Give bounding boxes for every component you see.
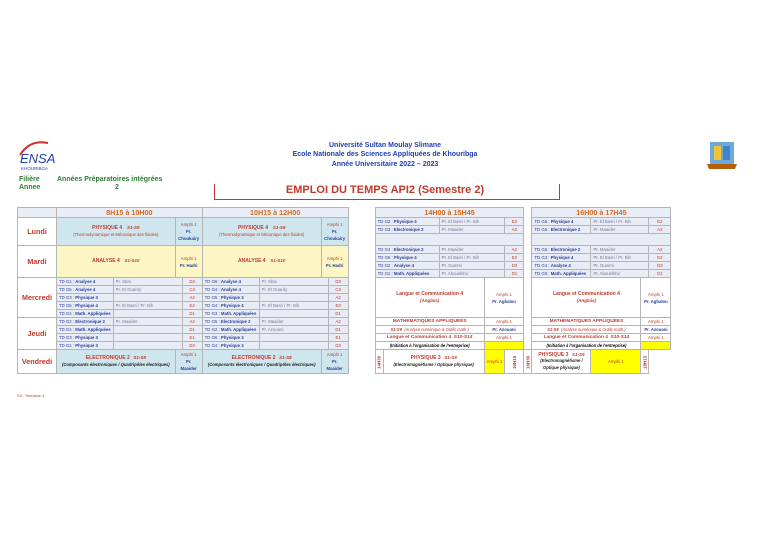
td-group: TD G4 : Analyse 4: [532, 262, 591, 270]
td-group: TD G4 : Analyse 4: [202, 286, 259, 294]
course-cell: PHYSIQUE 4 S1-S9 (Thermodynamique et Mécanique des fluides): [57, 218, 176, 246]
school-name: Ecole Nationale des Sciences Appliquées de Khouribga: [292, 151, 478, 159]
time-label: 14H30: [375, 350, 383, 374]
td-prof: Pr. El Basri / Pr. Bih: [439, 254, 505, 262]
table-row: [18, 218, 671, 226]
course-sub: S1-S9 (Analyse numérique & Outils math.): [375, 326, 484, 334]
td-group: TD G1 : Analyse 4: [57, 278, 114, 286]
day-label-vendredi: Vendredi: [18, 350, 57, 374]
td-room: D3: [328, 342, 348, 350]
td-room: C3: [182, 286, 202, 294]
room-cell: Amphi 1 Pr. Hadri: [321, 246, 348, 278]
td-group: TD G1 : Math. Appliquées: [375, 270, 439, 278]
table-row: [18, 326, 671, 334]
td-prof: [113, 342, 182, 350]
slot-header-2: 10H15 à 12H00: [202, 208, 348, 218]
room-cell: Amphi 1 Pr. Agbalou: [641, 278, 671, 318]
td-room: D1: [182, 326, 202, 334]
td-group: TD G3 : Physique 4: [532, 254, 591, 262]
university-logo: [702, 136, 742, 174]
university-name: Université Sultan Moulay Slimane: [328, 142, 442, 149]
td-room: A2: [182, 294, 202, 302]
course-title: Langue et Communication 4 S10-S14: [375, 334, 484, 342]
afternoon-gap: [524, 208, 532, 218]
time-label: 16H15: [505, 350, 524, 374]
course-title: Langue et Communication 4 S10-S14: [532, 334, 641, 342]
td-group: TD G2 : Physique 4: [375, 218, 439, 226]
td-prof: [259, 310, 328, 318]
institution-header: [240, 141, 530, 169]
table-row: [18, 318, 671, 326]
highlight-cell: [484, 342, 524, 350]
td-group: TD G2 : Electronique 2: [57, 318, 114, 326]
td-group: TD G5 : Math. Appliquées: [532, 270, 591, 278]
td-prof: [259, 334, 328, 342]
course-cell: ELECTRONIQUE 2 S1-S8 (Composants électroniques / Quadripôles électriques): [202, 350, 321, 374]
td-prof: Pr. El Ouardy: [113, 286, 182, 294]
td-group: TD G6 : Electronique 2: [532, 226, 591, 234]
td-group: TD G4 : Math. Appliquées: [57, 310, 114, 318]
course-sub: (Initiation à l'organisation de l'entreprise): [532, 342, 641, 350]
td-room: E2: [649, 218, 671, 226]
td-group: TD G5 : Physique 3: [202, 294, 259, 302]
td-prof: Pr. Maaider: [259, 318, 328, 326]
td-prof: Pr. Maaider: [591, 246, 649, 254]
td-prof: [259, 342, 328, 350]
td-prof: Pr. Maaider: [113, 318, 182, 326]
td-room: D1: [328, 310, 348, 318]
td-room: D3: [182, 278, 202, 286]
td-room: E2: [328, 302, 348, 310]
td-prof: Pr. Azouani: [259, 326, 328, 334]
room-cell: Amphi 1: [484, 334, 524, 342]
td-room: E2: [505, 254, 524, 262]
room-cell: Amphi 1: [591, 350, 641, 374]
room-cell: Amphi 1 Pr. Choukairy: [175, 218, 202, 246]
course-cell: ANALYSE 4 S1-S10: [57, 246, 176, 278]
course-cell: ELECTRONIQUE 2 S1-S8 (Composants électroniques / Quadripôles électriques): [57, 350, 176, 374]
td-room: E2: [505, 218, 524, 226]
td-room: D1: [505, 270, 524, 278]
svg-text:KHOURIBGA: KHOURIBGA: [21, 166, 49, 171]
td-group: TD G4 : Electronique 2: [375, 246, 439, 254]
td-room: D3: [328, 278, 348, 286]
td-room: A2: [649, 246, 671, 254]
td-prof: Pr. Sbai: [113, 278, 182, 286]
td-room: D1: [649, 270, 671, 278]
td-prof: Pr. El Basri / Pr. Bih: [591, 254, 649, 262]
slot-header-row: [18, 208, 671, 218]
day-label-mercredi: Mercredi: [18, 278, 57, 318]
day-label-jeudi: Jeudi: [18, 318, 57, 350]
td-prof: Pr. El Ouardy: [259, 286, 328, 294]
course-cell: ANALYSE 4 S1-S10: [202, 246, 321, 278]
title-bracket-left: [214, 184, 215, 199]
td-prof: Pr. Oummi: [439, 262, 505, 270]
td-room: D1: [328, 326, 348, 334]
room-cell: Amphi 1: [484, 318, 524, 326]
course-cell: Langue et Communication 4 (Anglais): [532, 278, 641, 318]
table-row: [18, 334, 671, 342]
td-room: E1: [328, 334, 348, 342]
table-row: [18, 278, 671, 286]
td-group: TD G2 : Math. Appliquées: [202, 326, 259, 334]
course-title: MATHEMATIQUES APPLIQUEES: [532, 318, 641, 326]
room-cell: Amphi 1 Pr. Maaider: [175, 350, 202, 374]
room-cell: Amphi 1: [484, 350, 505, 374]
course-sub: S1-S9 (Analyse numérique & Outils math.): [532, 326, 641, 334]
table-row: [18, 246, 671, 254]
day-label-mardi: Mardi: [18, 246, 57, 278]
td-group: TD G2 : Analyse 4: [375, 262, 439, 270]
td-prof: [259, 294, 328, 302]
course-cell: PHYSIQUE 3 S1-S9 (Electromagnétisme / Optique physique): [532, 350, 591, 374]
td-room: D1: [182, 310, 202, 318]
td-room: A2: [182, 318, 202, 326]
td-prof: [113, 294, 182, 302]
td-room: C3: [328, 286, 348, 294]
course-cell: PHYSIQUE 3 S1-S9 (Electromagnétisme / Optique physique): [383, 350, 484, 374]
td-prof: Pr. Maaider: [439, 226, 505, 234]
td-group: TD G3 : Physique 3: [57, 294, 114, 302]
room-cell: Amphi 1 Pr. Maaider: [321, 350, 348, 374]
room-cell: Amphi 1 Pr. Hadri: [175, 246, 202, 278]
annee-label: Annee: [19, 184, 41, 191]
title-bracket-right: [559, 184, 560, 199]
table-row: [18, 342, 671, 350]
room-cell: Amphi 1 Pr. Agbalou: [484, 278, 524, 318]
td-prof: [113, 310, 182, 318]
td-group: TD G6 : Physique 4: [375, 254, 439, 262]
svg-text:ENSA: ENSA: [20, 151, 56, 166]
day-header-cell: [18, 208, 57, 218]
td-group: TD G4 : Math. Appliquées: [57, 326, 114, 334]
footer-note: S4 : Semaine 4: [17, 393, 45, 398]
td-room: A2: [328, 294, 348, 302]
academic-year: Année Universitaire 2022 – 2023: [331, 160, 439, 168]
td-group: TD G6 : Analyse 4: [202, 278, 259, 286]
course-cell: PHYSIQUE 4 S1-S9 (Thermodynamique et Mécanique des fluides): [202, 218, 321, 246]
td-room: E2: [182, 302, 202, 310]
td-prof: Pr. El Basri / Pr. Bih: [259, 302, 328, 310]
td-room: A2: [328, 318, 348, 326]
highlight-cell: [641, 342, 671, 350]
course-cell: Langue et Communication 4 (Anglais): [375, 278, 484, 318]
td-prof: Pr. El Basri / Pr. Bih: [113, 302, 182, 310]
td-group: TD G6 : Physique 3: [202, 334, 259, 342]
td-room: D3: [649, 262, 671, 270]
td-room: A2: [505, 246, 524, 254]
td-group: TD G5 : Electronique 2: [202, 318, 259, 326]
td-prof: [113, 334, 182, 342]
td-room: A2: [649, 226, 671, 234]
course-title: MATHEMATIQUES APPLIQUEES: [375, 318, 484, 326]
td-prof: Pr. Maaider: [591, 226, 649, 234]
room-cell: Amphi 1: [641, 334, 671, 342]
td-prof: Pr. El Basri / Pr. Bih: [439, 218, 505, 226]
td-group: TD G3 : Electronique 2: [375, 226, 439, 234]
td-group: TD G1 : Physique 3: [57, 342, 114, 350]
td-prof: [113, 326, 182, 334]
td-group: TD G5 : Physique 4: [57, 302, 114, 310]
day-label-lundi: Lundi: [18, 218, 57, 246]
filiere-label: Filière: [19, 176, 40, 183]
td-room: D3: [182, 342, 202, 350]
td-group: TD G4 : Physique 3: [202, 342, 259, 350]
empty-cell: [375, 234, 524, 246]
td-group: TD G3 : Math. Appliquées: [202, 310, 259, 318]
td-group: TD G5 : Physique 4: [532, 218, 591, 226]
td-prof: Pr. Abouelkhir: [591, 270, 649, 278]
timetable: [17, 207, 671, 374]
room-cell: Amphi 1 Pr. Choukairy: [321, 218, 348, 246]
ensa-logo: [18, 137, 70, 175]
table-row: [18, 350, 671, 374]
td-prof: Pr. El Basri / Pr. Bih: [591, 218, 649, 226]
slot-header-3: 14H00 à 15H45: [375, 208, 524, 218]
slot-header-4: 16H00 à 17H45: [532, 208, 671, 218]
td-group: TD G5 : Analyse 4: [57, 286, 114, 294]
td-prof: Pr. Maaider: [439, 246, 505, 254]
td-room: D3: [505, 262, 524, 270]
filiere-value: Années Préparatoires intégrées: [57, 176, 163, 183]
room-cell: Amphi 1: [641, 318, 671, 326]
lunch-gap: [348, 208, 375, 218]
course-sub: (Initiation à l'organisation de l'entreprise): [375, 342, 484, 350]
slot-header-1: 8H15 à 10H00: [57, 208, 203, 218]
td-room: E2: [649, 254, 671, 262]
annee-value: 2: [115, 184, 119, 191]
empty-cell: [532, 234, 671, 246]
td-group: TD G4 : Physique 4: [202, 302, 259, 310]
td-prof: Pr. Abouelkhir: [439, 270, 505, 278]
td-group: TD G3 : Physique 3: [57, 334, 114, 342]
time-label: 16H30: [524, 350, 532, 374]
td-prof: Pr. Sbai: [259, 278, 328, 286]
time-label: 18H15: [641, 350, 649, 374]
td-group: TD G5 : Electronique 2: [532, 246, 591, 254]
td-room: A2: [505, 226, 524, 234]
prof-cell: Pr. Azouani: [484, 326, 524, 334]
title-underline: [214, 199, 560, 200]
td-room: E1: [182, 334, 202, 342]
td-prof: Pr. Oummi: [591, 262, 649, 270]
page-title: EMPLOI DU TEMPS API2 (Semestre 2): [285, 184, 485, 196]
prof-cell: Pr. Azouani: [641, 326, 671, 334]
